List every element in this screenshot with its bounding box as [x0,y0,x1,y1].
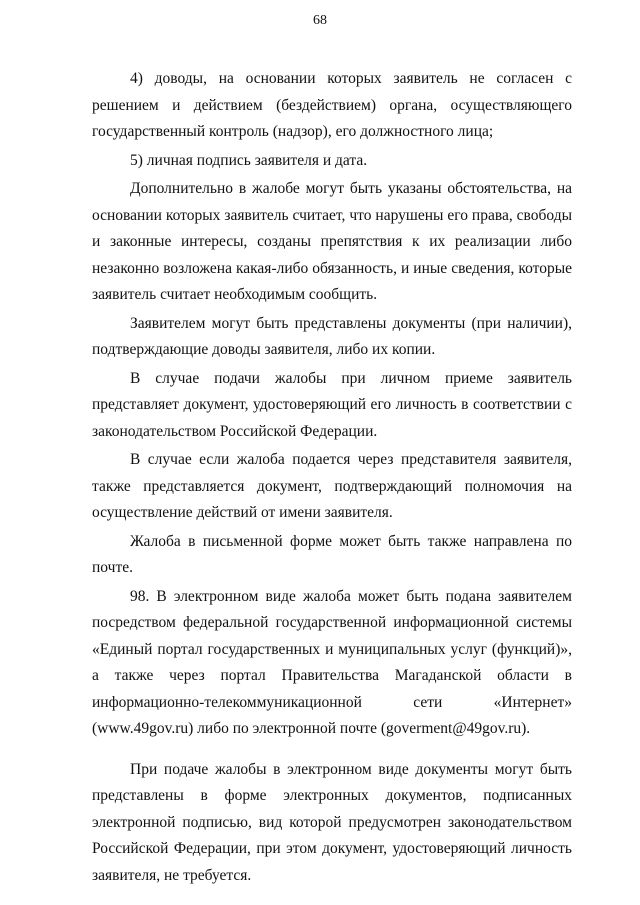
paragraph-supporting-documents: Заявителем могут быть представлены документы (при наличии), подтверждающие доводы заявителя, либо их копии. [92,314,572,358]
paragraph-gap [92,745,572,757]
paragraph-electronic-documents: При подаче жалобы в электронном виде документы могут быть представлены в форме электронных документов, подписанных электронной подписью, вид которой предусмотрен законодательством Российской Федерации, при этом документ, удостоверяющий личность заявителя, не требуется. [92,760,572,884]
paragraph-representative: В случае если жалоба подается через представителя заявителя, также представляется документ, подтверждающий полномочия на осуществление действий от имени заявителя. [92,451,572,521]
paragraph-personal-reception: В случае подачи жалобы при личном приеме заявитель представляет документ, удостоверяющий его личность в соответствии с законодательством Российской Федерации. [92,369,572,440]
paragraph-additional-circumstances: Дополнительно в жалобе могут быть указаны обстоятельства, на основании которых заявитель считает, что нарушены его права, свободы и законные интересы, созданы препятствия к их реализации либо незаконно возложена какая-либо обязанность, и иные сведения, которые заявитель считает необходимым сообщить. [92,180,572,303]
paragraph-item-5: 5) личная подпись заявителя и дата. [130,151,368,169]
paragraph-98-electronic: 98. В электронном виде жалоба может быть подана заявителем посредством федеральной государственной информационной системы «Единый портал государственных и муниципальных услуг (функций)», а также через портал Правительства Магаданской области в информационно-телекоммуникационной сети «Интернет» (www.49gov.ru) либо по электронной почте (goverment@49gov.ru). [92,587,572,737]
document-body [92,66,572,891]
paragraph-postal: Жалоба в письменной форме может быть также направлена по почте. [92,532,572,576]
page-number: 68 [313,13,327,28]
paragraph-item-4: 4) доводы, на основании которых заявитель не согласен с решением и действием (бездействием) органа, осуществляющего государственный контроль (надзор), его должностного лица; [92,70,572,140]
